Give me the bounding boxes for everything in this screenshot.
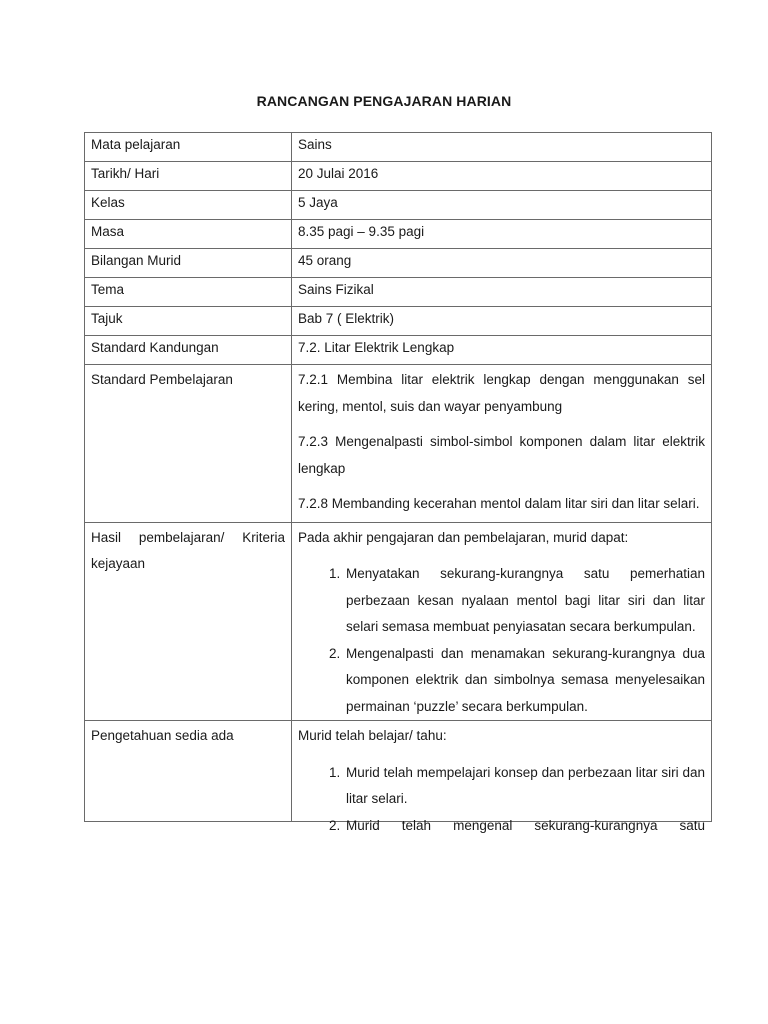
row-label: Standard Kandungan [85, 336, 292, 365]
numbered-list [298, 561, 705, 720]
row-label: Pengetahuan sedia ada [85, 721, 292, 822]
lesson-plan-table [84, 132, 712, 833]
row-value: 5 Jaya [292, 191, 712, 220]
table-row [85, 249, 712, 278]
table-row [85, 307, 712, 336]
row-value: 20 Julai 2016 [292, 162, 712, 191]
row-label: Masa [85, 220, 292, 249]
table-row [85, 522, 712, 721]
section-intro: Murid telah belajar/ tahu: [298, 728, 447, 743]
row-value: Bab 7 ( Elektrik) [292, 307, 712, 336]
row-label: Tarikh/ Hari [85, 162, 292, 191]
learning-standard: 7.2.3 Mengenalpasti simbol-simbol komponen dalam litar elektrik lengkap [298, 434, 705, 476]
row-value [292, 365, 712, 523]
table-row [85, 278, 712, 307]
table-row [85, 336, 712, 365]
section-intro: Pada akhir pengajaran dan pembelajaran, murid dapat: [298, 529, 629, 545]
table-row [85, 162, 712, 191]
list-item: 2. Murid telah mengenal sekurang-kurangnya satu [344, 813, 705, 840]
list-item: 1. Menyatakan sekurang-kurangnya satu pemerhatian perbezaan kesan nyalaan mentol bagi litar siri dan litar selari semasa membuat penyiasatan secara berkumpulan. [344, 561, 705, 641]
numbered-list [298, 760, 705, 840]
row-label: Mata pelajaran [85, 133, 292, 162]
row-value [292, 522, 712, 721]
row-value: Sains [292, 133, 712, 162]
row-value: Sains Fizikal [292, 278, 712, 307]
row-value: 8.35 pagi – 9.35 pagi [292, 220, 712, 249]
list-item: 1. Murid telah mempelajari konsep dan perbezaan litar siri dan litar selari. [344, 760, 705, 813]
table-row [85, 191, 712, 220]
table-row [85, 365, 712, 523]
row-label: Tema [85, 278, 292, 307]
row-label: Hasil pembelajaran/ Kriteria kejayaan [85, 522, 292, 721]
table-row [85, 220, 712, 249]
row-value: 45 orang [292, 249, 712, 278]
row-label: Kelas [85, 191, 292, 220]
document-title: RANCANGAN PENGAJARAN HARIAN [256, 93, 512, 109]
row-label: Tajuk [85, 307, 292, 336]
list-item: 2. Mengenalpasti dan menamakan sekurang-kurangnya dua komponen elektrik dan simbolnya semasa menyelesaikan permainan ‘puzzle’ secara berkumpulan. [344, 641, 705, 721]
row-label: Bilangan Murid [85, 249, 292, 278]
clipped-content [298, 723, 705, 833]
row-value: 7.2. Litar Elektrik Lengkap [292, 336, 712, 365]
table-row [85, 133, 712, 162]
table-row [85, 721, 712, 822]
row-value [292, 721, 712, 833]
learning-standard: 7.2.8 Membanding kecerahan mentol dalam litar siri dan litar selari. [298, 496, 700, 511]
row-label: Standard Pembelajaran [85, 365, 292, 523]
learning-standard: 7.2.1 Membina litar elektrik lengkap dengan menggunakan sel kering, mentol, suis dan wayar penyambung [298, 372, 705, 414]
